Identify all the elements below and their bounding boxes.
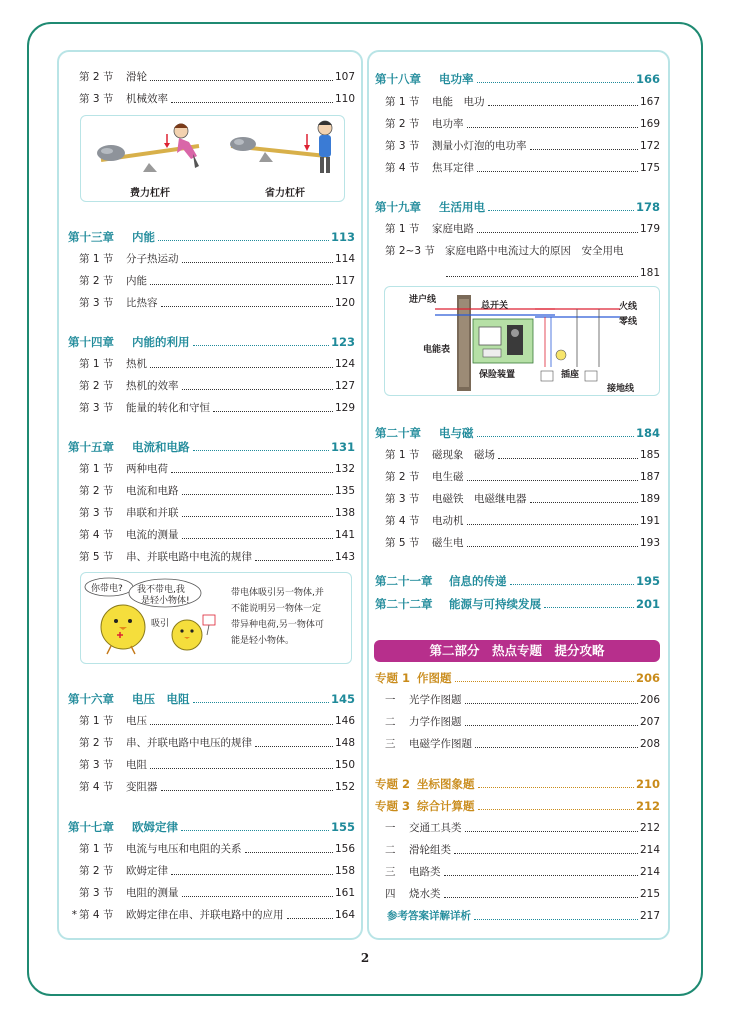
leader-dots [474,919,638,920]
item-number: 二 [385,716,396,728]
toc-entry[interactable] [385,839,660,857]
leader-dots [465,703,638,704]
leader-dots [477,232,638,233]
topic-title: 坐标图象题 [417,777,475,791]
page-ref: 178 [635,200,660,214]
leader-dots [161,790,333,791]
section-number: 第 1 节 [79,358,114,370]
section-title: 电动机 [432,515,464,527]
toc-entry[interactable] [385,883,660,901]
page-ref: 117 [334,275,355,287]
section-number: 第 3 节 [79,507,114,519]
cartoon-bubble-2-line2: 是轻小物体! [141,596,190,606]
charge-cartoon-figure [80,572,352,664]
label-incoming-line: 进户线 [409,295,437,305]
page-ref: 152 [334,781,355,793]
chapter-title: 电与磁 [439,426,474,440]
toc-entry[interactable] [385,488,660,506]
chapter-number: 第十三章 [68,230,114,244]
leader-dots [478,787,634,788]
section-number: 第 4 节 [385,515,420,527]
topic-number: 专题 2 [375,777,411,791]
page-ref: 215 [639,888,660,900]
topic-heading[interactable] [375,667,660,685]
leader-dots [181,830,329,831]
leader-dots [245,852,333,853]
label-live-wire: 火线 [619,302,638,312]
item-title: 电磁学作图题 [409,738,472,750]
chapter-number: 第十六章 [68,692,114,706]
toc-entry[interactable] [385,157,660,175]
section-title: 滑轮 [126,71,147,83]
leader-dots [255,746,333,747]
section-number: 第 2 节 [79,71,114,83]
leader-dots [150,768,333,769]
item-title: 光学作图题 [409,694,462,706]
item-title: 力学作图题 [409,716,462,728]
leader-dots [446,276,638,277]
toc-entry[interactable] [385,689,660,707]
chapter-title: 电压 电阻 [132,692,190,706]
section-title: 串、并联电路中电压的规律 [126,737,252,749]
page-ref: 217 [639,910,660,922]
item-number: 二 [385,844,396,856]
section-title: 焦耳定律 [432,162,474,174]
leader-dots [255,560,333,561]
leader-dots [171,874,333,875]
page-ref: 208 [639,738,660,750]
item-title: 电路类 [409,866,441,878]
section-title: 电流和电路 [126,485,179,497]
page-ref: 127 [334,380,355,392]
page-ref: 146 [334,715,355,727]
section-title: 电阻的测量 [126,887,179,899]
page-ref: 113 [330,230,355,244]
chapter-number: 第二十一章 [375,574,433,588]
section-title: 电阻 [126,759,147,771]
section-number: 第 2~3 节 [385,245,435,257]
page-number: 2 [360,951,370,965]
label-meter: 电能表 [423,345,451,355]
leader-dots [182,538,333,539]
section-number: 第 3 节 [79,402,114,414]
leader-dots [475,747,638,748]
section-number: 第 2 节 [385,471,420,483]
section-number: 第 1 节 [79,253,114,265]
page-ref: 189 [639,493,660,505]
item-title: 烧水类 [409,888,441,900]
chapter-heading[interactable] [375,196,660,214]
page-ref: 206 [635,671,660,685]
toc-entry[interactable] [79,458,355,476]
section-title: 电能 电功 [432,96,485,108]
leader-dots [477,436,634,437]
chapter-heading[interactable] [68,436,355,454]
toc-entry[interactable] [79,502,355,520]
leader-dots [150,284,333,285]
leader-dots [530,502,638,503]
leader-dots [444,897,638,898]
page-ref: 167 [639,96,660,108]
toc-entry[interactable] [385,510,660,528]
section-number: 第 3 节 [79,93,114,105]
chapter-heading[interactable] [68,331,355,349]
toc-entry[interactable] [79,524,355,542]
section-title: 串、并联电路中电流的规律 [126,551,252,563]
section-number: 第 2 节 [385,118,420,130]
section-number: 第 4 节 [79,781,114,793]
section-number: 第 4 节 [79,909,114,921]
chapter-title: 内能 [132,230,155,244]
page-ref: 158 [334,865,355,877]
leader-dots [465,831,638,832]
section-title: 电流与电压和电阻的关系 [126,843,242,855]
section-number: 第 1 节 [385,96,420,108]
page-ref: 206 [639,694,660,706]
toc-entry[interactable] [79,732,355,750]
page-ref: 191 [639,515,660,527]
chapter-number: 第十八章 [375,72,421,86]
page-ref: 193 [639,537,660,549]
toc-entry[interactable] [385,444,660,462]
section-number: 第 1 节 [385,223,420,235]
leader-dots [150,367,333,368]
leader-dots [467,546,638,547]
page-ref: 210 [635,777,660,791]
toc-entry[interactable] [79,397,355,415]
page-ref: 184 [635,426,660,440]
toc-entry[interactable] [79,270,355,288]
leader-dots [477,171,638,172]
toc-entry[interactable] [67,882,355,900]
item-number: 一 [385,694,396,706]
chapter-number: 第十九章 [375,200,421,214]
section-title: 热机 [126,358,147,370]
section-number: 第 2 节 [79,380,114,392]
page-ref: 141 [334,529,355,541]
section-number: 第 1 节 [385,449,420,461]
leader-dots [444,875,638,876]
section-title: 串联和并联 [126,507,179,519]
section-number: 第 1 节 [79,463,114,475]
section-number: 第 2 节 [79,275,114,287]
page-ref: 148 [334,737,355,749]
section-title: 磁现象 磁场 [432,449,495,461]
section-number: 第 2 节 [79,485,114,497]
household-circuit-figure [384,286,660,396]
cartoon-note-line: 能是轻小物体。 [231,636,295,646]
cartoon-note [231,585,351,649]
section-number: 第 5 节 [79,551,114,563]
chapter-heading[interactable] [68,688,355,706]
page-ref: 214 [639,844,660,856]
chapter-number: 第二十二章 [375,597,433,611]
page-ref: 131 [330,440,355,454]
section-number: 第 3 节 [385,493,420,505]
toc-entry[interactable] [385,711,660,729]
page-ref: 124 [334,358,355,370]
label-neutral-wire: 零线 [619,317,638,327]
page-ref: 120 [334,297,355,309]
chapter-heading[interactable] [375,68,660,86]
page-ref: 201 [635,597,660,611]
leader-dots [182,262,333,263]
page-ref: 179 [639,223,660,235]
page-ref: 172 [639,140,660,152]
leader-dots [193,345,329,346]
lever-caption-right: 省力杠杆 [265,188,305,199]
answers-entry[interactable] [385,905,660,923]
toc-entry[interactable] [385,218,660,236]
toc-entry[interactable] [385,135,660,153]
page-ref: 175 [639,162,660,174]
page-ref: 212 [639,822,660,834]
section-title: 电压 [126,715,147,727]
topic-number: 专题 3 [375,799,411,813]
toc-entry[interactable] [79,248,355,266]
section-title: 机械效率 [126,93,168,105]
leader-dots [510,584,634,585]
page-ref: 155 [330,820,355,834]
page-ref: 129 [334,402,355,414]
section-number: 第 3 节 [385,140,420,152]
toc-entry[interactable] [79,353,355,371]
page-ref: 195 [635,574,660,588]
section-title: 欧姆定律 [126,865,168,877]
section-title: 变阻器 [126,781,158,793]
leader-dots [478,809,634,810]
toc-entry[interactable] [79,66,355,84]
section-number: 第 4 节 [79,529,114,541]
chapter-heading[interactable] [68,226,355,244]
section-title: 电流的测量 [126,529,179,541]
topic-number: 专题 1 [375,671,411,685]
leader-dots [454,853,638,854]
item-number: 三 [385,738,396,750]
section-title: 两种电荷 [126,463,168,475]
toc-entry[interactable] [385,733,660,751]
optional-marker: * [71,909,77,921]
leader-dots [161,306,333,307]
leader-dots [455,681,634,682]
chapter-title: 内能的利用 [132,335,190,349]
item-number: 一 [385,822,396,834]
section-number: 第 4 节 [385,162,420,174]
leader-dots [467,127,638,128]
page-ref: 150 [334,759,355,771]
leader-dots [182,494,333,495]
light-object-chick-drawing [172,615,215,650]
section-title: 电功率 [432,118,464,130]
page-ref: 212 [635,799,660,813]
section-title: 内能 [126,275,147,287]
leader-dots [467,524,638,525]
leader-dots [193,702,329,703]
effort-lever-drawing [97,124,199,173]
chapter-heading[interactable] [68,816,355,834]
chapter-title: 电功率 [439,72,474,86]
part-two-banner: 第二部分 热点专题 提分攻略 [374,640,660,662]
page-ref: 132 [334,463,355,475]
leader-dots [287,918,333,919]
toc-entry[interactable] [385,817,660,835]
leader-dots [213,411,333,412]
chapter-title: 电流和电路 [132,440,190,454]
chapter-title: 生活用电 [439,200,485,214]
page-ref: 207 [639,716,660,728]
section-title: 电生磁 [432,471,464,483]
lever-illustration [81,116,345,202]
leader-dots [530,149,638,150]
leader-dots [182,896,333,897]
leader-dots [477,82,634,83]
cartoon-note-line: 带异种电荷,另一物体可 [231,620,324,630]
label-ground-wire: 接地线 [607,384,635,394]
leader-dots [193,450,329,451]
leader-dots [171,472,333,473]
page-ref: 143 [334,551,355,563]
toc-entry[interactable] [79,375,355,393]
topic-title: 综合计算题 [417,799,475,813]
section-number: 第 3 节 [79,297,114,309]
leader-dots [488,210,634,211]
section-number: 第 3 节 [79,887,114,899]
toc-entry[interactable] [79,754,355,772]
cartoon-attract-label: 吸引 [151,619,170,629]
chapter-heading[interactable] [375,593,660,611]
page-ref: 161 [334,887,355,899]
page-ref: 123 [330,335,355,349]
section-title: 分子热运动 [126,253,179,265]
section-title: 电磁铁 电磁继电器 [432,493,527,505]
cartoon-bubble-2-line1: 我不带电,我 [137,585,185,595]
page-ref: 110 [334,93,355,105]
toc-entry[interactable] [385,532,660,550]
leader-dots [171,102,333,103]
label-fuse: 保险装置 [479,370,516,380]
toc-entry[interactable] [67,904,355,922]
toc-entry[interactable] [79,480,355,498]
section-title: 比热容 [126,297,158,309]
item-title: 滑轮组类 [409,844,451,856]
section-number: 第 2 节 [79,737,114,749]
toc-entry[interactable] [79,546,355,564]
chapter-number: 第二十章 [375,426,421,440]
answers-title: 参考答案详解详析 [387,910,471,922]
section-title: 家庭电路 [432,223,474,235]
page-ref: 187 [639,471,660,483]
toc-entry[interactable] [79,88,355,106]
toc-entry[interactable] [79,710,355,728]
toc-entry[interactable] [385,861,660,879]
page-ref: 166 [635,72,660,86]
chapter-number: 第十七章 [68,820,114,834]
chapter-heading[interactable] [375,570,660,588]
lever-caption-left: 费力杠杆 [130,188,170,199]
leader-dots [465,725,638,726]
cartoon-bubble-1: 你带电? [91,584,123,594]
effort-saving-lever-drawing [230,121,332,173]
leader-dots [498,458,638,459]
section-number: 第 1 节 [79,843,114,855]
toc-entry[interactable] [79,776,355,794]
leader-dots [544,607,634,608]
cartoon-note-line: 不能说明另一物体一定 [231,604,322,614]
item-title: 交通工具类 [409,822,462,834]
page-ref: 185 [639,449,660,461]
section-number: 第 5 节 [385,537,420,549]
lever-figure [80,115,345,202]
page-ref: 169 [639,118,660,130]
chapter-heading[interactable] [375,422,660,440]
leader-dots [182,516,333,517]
leader-dots [150,724,333,725]
section-title: 家庭电路中电流过大的原因 安全用电 [445,245,624,257]
leader-dots [150,80,333,81]
page-ref: 156 [334,843,355,855]
toc-entry[interactable] [79,292,355,310]
chapter-title: 信息的传递 [449,574,507,588]
page-ref: 135 [334,485,355,497]
section-number: 第 1 节 [79,715,114,727]
label-socket: 插座 [561,370,580,380]
page-ref: 138 [334,507,355,519]
page-ref: 114 [334,253,355,265]
chapter-title: 能源与可持续发展 [449,597,541,611]
toc-entry[interactable] [385,113,660,131]
section-title: 磁生电 [432,537,464,549]
chapter-number: 第十四章 [68,335,114,349]
charged-chick-drawing [101,605,145,654]
chapter-title: 欧姆定律 [132,820,178,834]
page-ref: 107 [334,71,355,83]
toc-entry-continuation[interactable] [443,262,660,280]
section-title: 欧姆定律在串、并联电路中的应用 [126,909,284,921]
toc-entry[interactable] [67,860,355,878]
toc-entry[interactable] [385,91,660,109]
item-number: 四 [385,888,396,900]
section-number: 第 3 节 [79,759,114,771]
topic-heading[interactable] [375,773,660,791]
label-main-switch: 总开关 [481,301,509,311]
page-ref: 214 [639,866,660,878]
toc-entry[interactable] [385,466,660,484]
leader-dots [467,480,638,481]
topic-title: 作图题 [417,671,452,685]
leader-dots [488,105,638,106]
section-title: 测量小灯泡的电功率 [432,140,527,152]
chapter-number: 第十五章 [68,440,114,454]
page-ref: 181 [639,267,660,279]
leader-dots [158,240,329,241]
toc-entry-multiline[interactable] [385,240,660,258]
section-title: 热机的效率 [126,380,179,392]
cartoon-note-line: 带电体吸引另一物体,并 [231,588,324,598]
leader-dots [182,389,333,390]
topic-heading[interactable] [375,795,660,813]
page-ref: 145 [330,692,355,706]
page-ref: 164 [334,909,355,921]
toc-entry[interactable] [67,838,355,856]
section-title: 能量的转化和守恒 [126,402,210,414]
item-number: 三 [385,866,396,878]
section-number: 第 2 节 [79,865,114,877]
